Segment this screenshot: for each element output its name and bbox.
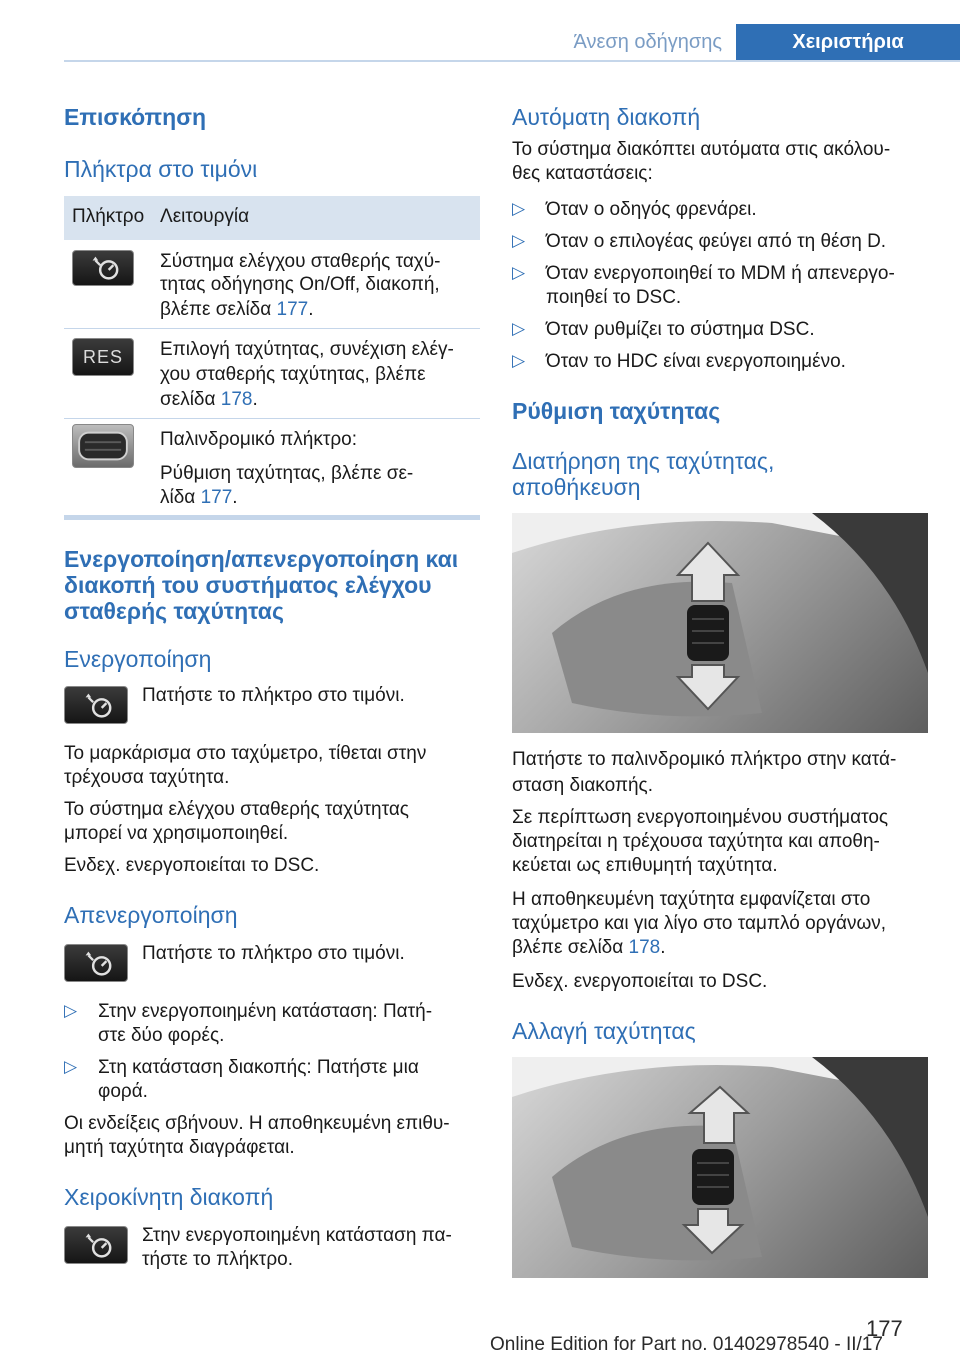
disable-title: Απενεργοποίηση (64, 902, 238, 928)
auto-intro-line-2: θες καταστάσεις: (512, 163, 653, 184)
hold-paragraph-3-line-3: βλέπε σελίδα 178. (512, 937, 666, 958)
hold-paragraph-4: Ενδεχ. ενεργοποιείται το DSC. (512, 971, 768, 992)
page-link[interactable]: 178 (220, 389, 253, 410)
hold-paragraph-3-line-2: ταχύμετρο και για λίγο στο ταμπλό οργάνων, (512, 913, 887, 934)
table-bottom-rule (64, 515, 480, 520)
table-row-1-line-2: τητας οδήγησης On/Off, διακοπή, (160, 274, 440, 295)
hold-paragraph-3-line-1: Η αποθηκευμένη ταχύτητα εμφανίζεται στο (512, 889, 871, 910)
manual-interrupt-text-line-1: Στην ενεργοποιημένη κατάσταση πα- (142, 1225, 452, 1246)
speed-adjust-title: Ρύθμιση ταχύτητας (512, 398, 721, 424)
auto-intro-line-1: Το σύστημα διακόπτει αυτόματα στις ακόλου- (512, 139, 891, 160)
table-row-3-line-3: λίδα 177. (160, 487, 238, 508)
bullet-icon: ▷ (512, 351, 526, 370)
change-speed-title: Αλλαγή ταχύτητας (512, 1018, 696, 1044)
hold-paragraph-2-line-1: Σε περίπτωση ενεργοποιημένου συστήματος (512, 807, 889, 828)
activation-title-line-1: Ενεργοποίηση/απενεργοποίηση και (64, 546, 459, 572)
table-header (64, 196, 480, 240)
table-row-2-line-2: χου σταθερής ταχύτητας, βλέπε (160, 364, 426, 385)
manual-interrupt-title: Χειροκίνητη διακοπή (64, 1184, 274, 1210)
table-divider (64, 418, 480, 419)
cruise-control-onoff-icon (64, 1226, 128, 1264)
disable-bullet-1-line-2: στε δύο φορές. (98, 1025, 225, 1046)
disable-bullet-2-line-1: Στη κατάσταση διακοπής: Πατήστε μια (98, 1057, 419, 1078)
steering-wheel-rocker-photo (512, 1057, 928, 1278)
hold-paragraph-1-line-1: Πατήστε το παλινδρομικό πλήκτρο στην κατά- (512, 749, 897, 770)
bullet-icon: ▷ (512, 231, 526, 250)
enable-paragraph-1-line-2: τρέχουσα ταχύτητα. (64, 767, 230, 788)
activation-title-line-3: σταθερής ταχύτητας (64, 598, 284, 624)
activation-title-line-2: διακοπή του συστήματος ελέγχου (64, 572, 432, 598)
page-link[interactable]: 178 (628, 937, 661, 958)
enable-paragraph-1-line-1: Το μαρκάρισμα στο ταχύμετρο, τίθεται στην (64, 743, 427, 764)
table-row-3-line-1: Παλινδρομικό πλήκτρο: (160, 429, 357, 450)
rocker-switch-icon (72, 424, 134, 468)
enable-paragraph-2-line-2: μπορεί να χρησιμοποιηθεί. (64, 823, 289, 844)
table-row-3-line-2: Ρύθμιση ταχύτητας, βλέπε σε- (160, 463, 414, 484)
enable-instruction: Πατήστε το πλήκτρο στο τιμόνι. (142, 685, 405, 706)
auto-bullet-4: Όταν ρυθμίζει το σύστημα DSC. (546, 319, 815, 340)
page-link[interactable]: 177 (276, 299, 309, 320)
auto-bullet-5: Όταν το HDC είναι ενεργοποιημένο. (546, 351, 846, 372)
disable-paragraph-line-2: μητή ταχύτητα διαγράφεται. (64, 1137, 295, 1158)
disable-bullet-1-line-1: Στην ενεργοποιημένη κατάσταση: Πατή- (98, 1001, 433, 1022)
disable-instruction: Πατήστε το πλήκτρο στο τιμόνι. (142, 943, 405, 964)
page-number: 177 (866, 1316, 903, 1341)
chapter-tab[interactable]: Χειριστήρια (736, 24, 960, 62)
column-header-function: Λειτουργία (160, 206, 250, 227)
manual-interrupt-text-line-2: τήστε το πλήκτρο. (142, 1249, 293, 1270)
table-row-1-line-1: Σύστημα ελέγχου σταθερής ταχύ- (160, 251, 441, 272)
overview-title: Επισκόπηση (64, 104, 206, 130)
enable-paragraph-2-line-1: Το σύστημα ελέγχου σταθερής ταχύτητας (64, 799, 409, 820)
bullet-icon: ▷ (512, 263, 526, 282)
cruise-control-onoff-icon (64, 686, 128, 724)
section-tab[interactable]: Άνεση οδήγησης (573, 31, 722, 53)
table-row-2-line-3: σελίδα 178. (160, 389, 258, 410)
res-key-label: RES (82, 347, 123, 367)
keys-title: Πλήκτρα στο τιμόνι (64, 156, 258, 182)
table-divider (64, 328, 480, 329)
bullet-icon: ▷ (512, 199, 526, 218)
edition-footer: Online Edition for Part no. 01402978540 - II/17 (490, 1334, 883, 1355)
table-row-1-line-3: βλέπε σελίδα 177. (160, 299, 314, 320)
auto-interrupt-title: Αυτόματη διακοπή (512, 104, 701, 130)
hold-speed-title-line-2: αποθήκευση (512, 474, 641, 500)
cruise-control-onoff-icon (72, 250, 134, 286)
steering-wheel-rocker-photo (512, 513, 928, 733)
bullet-icon: ▷ (512, 319, 526, 338)
auto-bullet-3-line-2: ποιηθεί το DSC. (546, 287, 682, 308)
cruise-control-onoff-icon (64, 944, 128, 982)
res-key-icon (72, 338, 134, 376)
auto-bullet-3-line-1: Όταν ενεργοποιηθεί το MDM ή απενεργο- (546, 263, 895, 284)
disable-bullet-2-line-2: φορά. (98, 1081, 148, 1102)
bullet-icon: ▷ (64, 1057, 78, 1076)
hold-paragraph-1-line-2: σταση διακοπής. (512, 775, 653, 796)
bullet-icon: ▷ (64, 1001, 78, 1020)
auto-bullet-2: Όταν ο επιλογέας φεύγει από τη θέση D. (546, 231, 887, 252)
column-header-key: Πλήκτρο (72, 206, 145, 227)
disable-paragraph-line-1: Οι ενδείξεις σβήνουν. Η αποθηκευμένη επιθυ- (64, 1113, 450, 1134)
enable-paragraph-3: Ενδεχ. ενεργοποιείται το DSC. (64, 855, 320, 876)
table-row-2-line-1: Επιλογή ταχύτητας, συνέχιση ελέγ- (160, 339, 454, 360)
header-rule (64, 60, 960, 62)
hold-paragraph-2-line-2: διατηρείται η τρέχουσα ταχύτητα και αποθη- (512, 831, 880, 852)
hold-paragraph-2-line-3: κεύεται ως επιθυμητή ταχύτητα. (512, 855, 778, 876)
hold-speed-title-line-1: Διατήρηση της ταχύτητας, (512, 448, 775, 474)
auto-bullet-1: Όταν ο οδηγός φρενάρει. (546, 199, 757, 220)
enable-title: Ενεργοποίηση (64, 646, 212, 672)
page-link[interactable]: 177 (200, 487, 233, 508)
